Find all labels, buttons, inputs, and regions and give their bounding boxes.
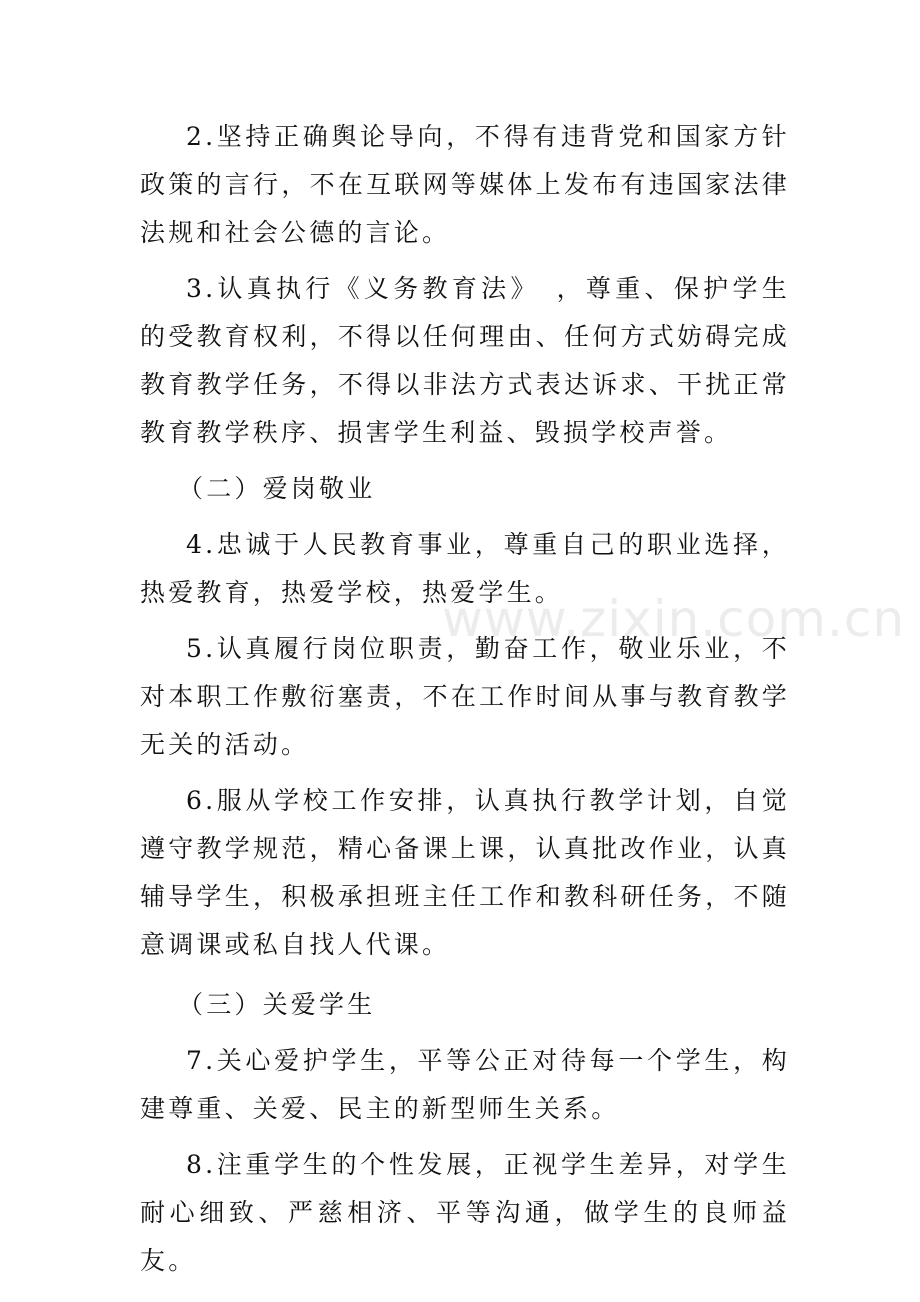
paragraph-item-5: 5.认真履行岗位职责，勤奋工作，敬业乐业，不对本职工作敷衍塞责，不在工作时间从事与教育教学无关的活动。 bbox=[140, 634, 790, 759]
paragraph-item-2: 2.坚持正确舆论导向，不得有违背党和国家方针政策的言行，不在互联网等媒体上发布有违国家法律法规和社会公德的言论。 bbox=[140, 122, 790, 247]
paragraph-item-8: 8.注重学生的个性发展，正视学生差异，对学生耐心细致、严慈相济、平等沟通，做学生的良师益友。 bbox=[140, 1150, 790, 1275]
paragraph-item-4: 4.忠诚于人民教育事业，尊重自己的职业选择，热爱教育，热爱学校，热爱学生。 bbox=[140, 530, 790, 607]
section-heading-3: （三）关爱学生 bbox=[178, 990, 376, 1019]
document-body bbox=[140, 113, 790, 1285]
paragraph-item-6: 6.服从学校工作安排，认真执行教学计划，自觉遵守教学规范，精心备课上课，认真批改作业，认真辅导学生，积极承担班主任工作和教科研任务，不随意调课或私自找人代课。 bbox=[140, 786, 790, 959]
section-heading-2: （二）爱岗敬业 bbox=[178, 474, 376, 503]
paragraph-item-3: 3.认真执行《义务教育法》 ，尊重、保护学生的受教育权利，不得以任何理由、任何方式妨碍完成教育教学任务，不得以非法方式表达诉求、干扰正常教育教学秩序、损害学生利益、毁损学校声誉。 bbox=[140, 274, 790, 447]
paragraph-item-7: 7.关心爱护学生，平等公正对待每一个学生，构建尊重、关爱、民主的新型师生关系。 bbox=[140, 1046, 790, 1123]
watermark-text: www.zixin.com.cn bbox=[442, 590, 906, 648]
